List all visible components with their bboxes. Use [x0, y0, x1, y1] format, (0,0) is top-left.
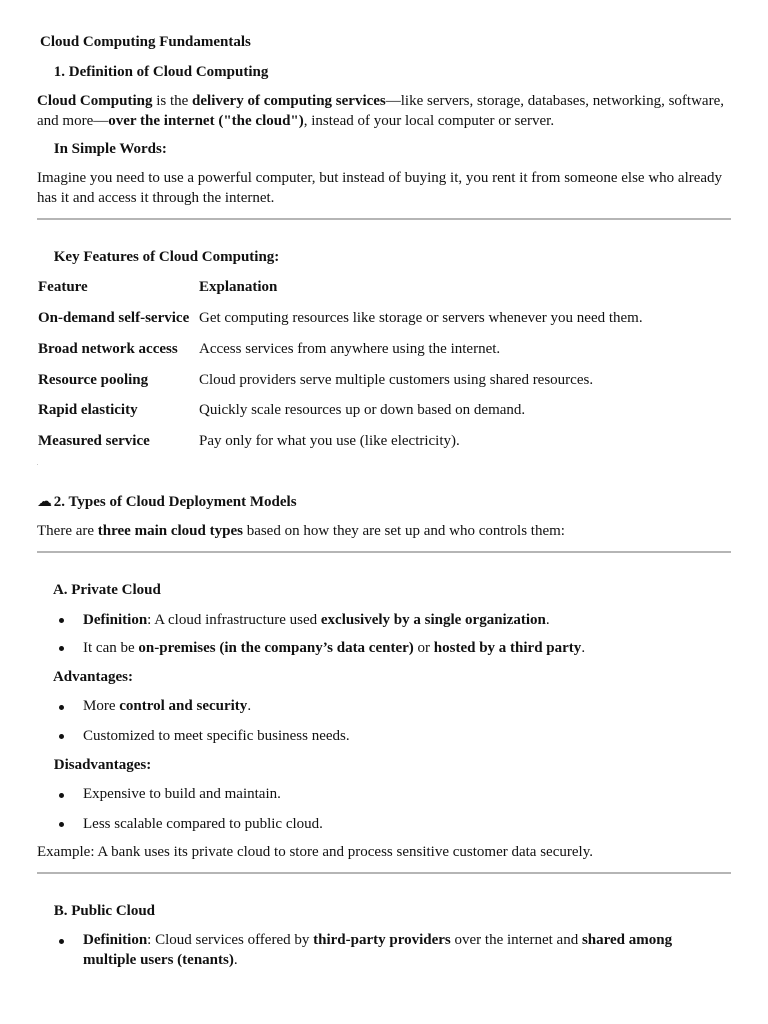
explanation-cell: Get computing resources like storage or servers whenever you need them.	[199, 310, 643, 326]
list-item: Less scalable compared to public cloud.	[83, 816, 323, 832]
term-control-security: control and security	[119, 698, 248, 714]
section-divider	[37, 872, 731, 874]
bullet-icon	[59, 646, 64, 651]
def-text-2: —like servers, storage, databases, networking, software, and more—	[37, 93, 724, 129]
list-text: .	[247, 698, 252, 714]
simple-words-heading-text: In Simple Words:	[53, 141, 167, 157]
feature-cell: Rapid elasticity	[38, 402, 138, 418]
table-row	[37, 310, 731, 330]
term-three-types: three main cloud types	[97, 523, 243, 539]
table-row	[37, 372, 731, 392]
section-divider	[37, 551, 731, 553]
table-row	[37, 402, 731, 422]
deployment-intro-paragraph	[37, 522, 731, 542]
table-header-row	[37, 279, 731, 299]
list-item	[83, 931, 723, 970]
public-cloud-heading-text: B. Public Cloud	[53, 903, 156, 919]
section-2-heading-text: 2. Types of Cloud Deployment Models	[53, 494, 297, 510]
list-text: : Cloud services offered by	[147, 932, 314, 948]
list-text: It can be	[83, 640, 139, 656]
def-text-3: , instead of your local computer or server.	[303, 112, 555, 129]
term-definition: Definition	[83, 932, 148, 948]
document-title: Cloud Computing Fundamentals	[40, 34, 251, 50]
simple-words-heading	[37, 140, 731, 160]
section-1-heading	[37, 63, 731, 83]
feature-cell: On-demand self-service	[38, 310, 190, 326]
bullet-icon	[59, 793, 64, 798]
explanation-cell: Pay only for what you use (like electricity).	[199, 433, 460, 449]
cloud-definition-paragraph	[37, 92, 731, 131]
list-item: Expensive to build and maintain.	[83, 786, 281, 802]
column-header-explanation: Explanation	[199, 279, 278, 295]
bullet-icon	[59, 734, 64, 739]
private-cloud-heading	[37, 581, 731, 601]
intro-text-1: There are	[37, 523, 98, 539]
table-row	[37, 433, 731, 453]
cloud-icon: ☁	[37, 494, 52, 510]
term-definition: Definition	[83, 612, 148, 628]
bullet-icon	[59, 939, 64, 944]
term-hosted: hosted by a third party	[433, 640, 582, 656]
list-text: or	[413, 640, 434, 656]
disadvantages-heading-text: Disadvantages:	[53, 757, 152, 773]
bullet-icon	[59, 705, 64, 710]
term-over-internet: over the internet ("the cloud")	[108, 112, 304, 129]
feature-cell: Resource pooling	[38, 372, 149, 388]
private-cloud-example: Example: A bank uses its private cloud to store and process sensitive customer data securely.	[37, 844, 593, 860]
list-text: : A cloud infrastructure used	[147, 612, 321, 628]
explanation-cell: Access services from anywhere using the internet.	[199, 341, 501, 357]
bullet-icon	[59, 822, 64, 827]
list-item	[83, 697, 723, 717]
section-divider	[37, 218, 731, 220]
explanation-cell: Cloud providers serve multiple customers using shared resources.	[199, 372, 594, 388]
section-2-heading	[37, 493, 731, 513]
explanation-cell: Quickly scale resources up or down based on demand.	[199, 402, 526, 418]
disadvantages-heading	[37, 756, 731, 776]
term-exclusive: exclusively by a single organization	[320, 612, 546, 628]
list-text: .	[545, 612, 550, 628]
features-heading	[37, 248, 731, 268]
public-cloud-heading	[37, 902, 731, 922]
list-text: .	[233, 951, 238, 968]
term-on-premises: on-premises (in the company’s data center)	[138, 640, 414, 656]
intro-text-2: based on how they are set up and who controls them:	[242, 523, 565, 539]
table-row	[37, 341, 731, 361]
feature-cell: Broad network access	[38, 341, 178, 357]
list-item	[83, 611, 723, 631]
bullet-icon	[59, 618, 64, 623]
private-cloud-heading-text: A. Private Cloud	[52, 582, 161, 598]
column-header-feature: Feature	[38, 279, 88, 295]
section-1-heading-text: 1. Definition of Cloud Computing	[53, 64, 269, 80]
feature-cell: Measured service	[38, 433, 150, 449]
term-cloud-computing: Cloud Computing	[37, 93, 153, 109]
list-text: .	[581, 640, 586, 656]
term-delivery: delivery of computing services	[192, 93, 386, 109]
list-item	[83, 639, 723, 659]
term-shared-tenants: shared among multiple users (tenants)	[83, 932, 673, 968]
def-text-1: is the	[152, 93, 193, 109]
decorative-dot	[37, 464, 38, 465]
simple-words-paragraph: Imagine you need to use a powerful computer, but instead of buying it, you rent it from someone else who already has it and access it through the internet.	[37, 170, 723, 206]
advantages-heading-text: Advantages:	[52, 669, 133, 685]
features-heading-text: Key Features of Cloud Computing:	[53, 249, 280, 265]
list-item: Customized to meet specific business needs.	[83, 728, 350, 744]
list-text: More	[83, 698, 120, 714]
list-text: over the internet and	[450, 932, 582, 948]
term-third-party: third-party providers	[313, 932, 451, 948]
advantages-heading	[37, 668, 731, 688]
